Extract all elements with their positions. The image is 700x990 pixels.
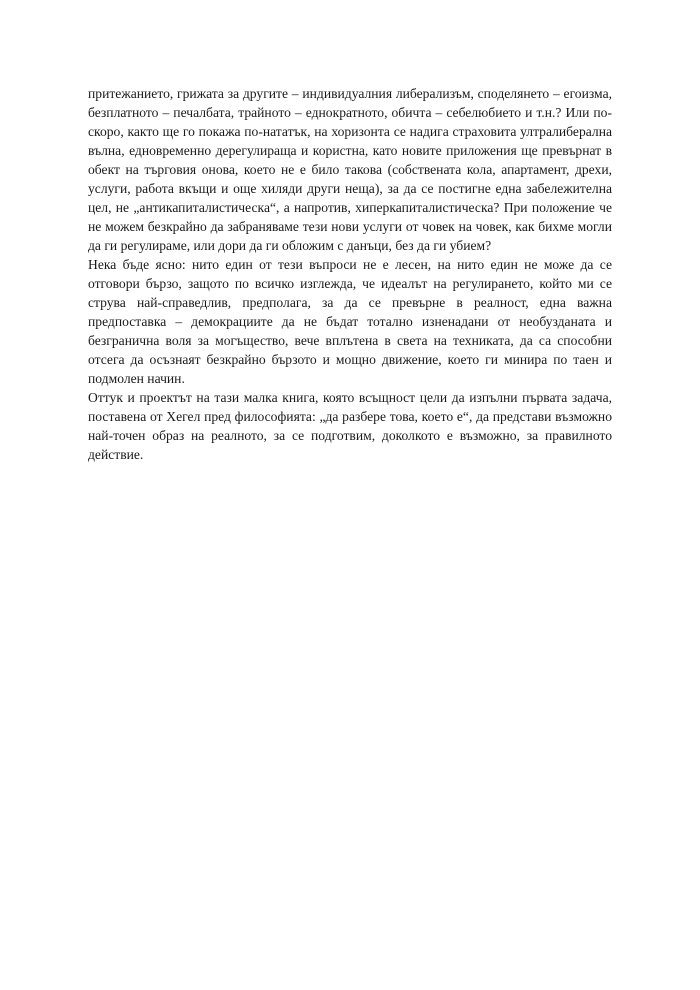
paragraph-2: Нека бъде ясно: нито един от тези въпроси не е лесен, на нито един не може да се отговори бързо, защото по всичко изглежда, че идеалът на регулирането, който ми се струва най-справедлив, предполага, за да се превърне в реалност, една важна предпоставка – демокрациите да не бъдат тотално изненадани от необузданата и безгранична воля за могъщество, вече вплътена в света на техниката, да са способни отсега да осъзнаят безкрайно бързото и мощно движение, което ги минира по таен и подмолен начин. xyxy=(88,257,612,386)
paragraph-1: притежанието, грижата за другите – индивидуалния либерализъм, споделянето – егоизма, безплатното – печалбата, трайното – еднократното, обичта – себелюбието и т.н.? Или по-скоро, както ще го покажа по-нататък, на хоризонта се надига страховита ултралиберална вълна, едновременно дерегулираща и користна, като новите приложения ще превърнат в обект на търговия онова, което не е било такова (собствената кола, апартамент, дрехи, услуги, работа вкъщи и още хиляди други неща), за да се постигне една забележителна цел, не „антикапиталистическа“, а напротив, хиперкапиталистическа? При положение че не можем безкрайно да забраняваме тези нови услуги от човек на човек, как бихме могли да ги регулираме, или дори да ги обложим с данъци, без да ги убием? xyxy=(88,86,612,253)
body-text xyxy=(88,84,612,464)
paragraph-3: Оттук и проектът на тази малка книга, която всъщност цели да изпълни първата задача, поставена от Хегел пред философията: „да разбере това, което е“, да представи възможно най-точен образ на реалното, за се подготвим, доколкото е възможно, за правилното действие. xyxy=(88,390,612,462)
